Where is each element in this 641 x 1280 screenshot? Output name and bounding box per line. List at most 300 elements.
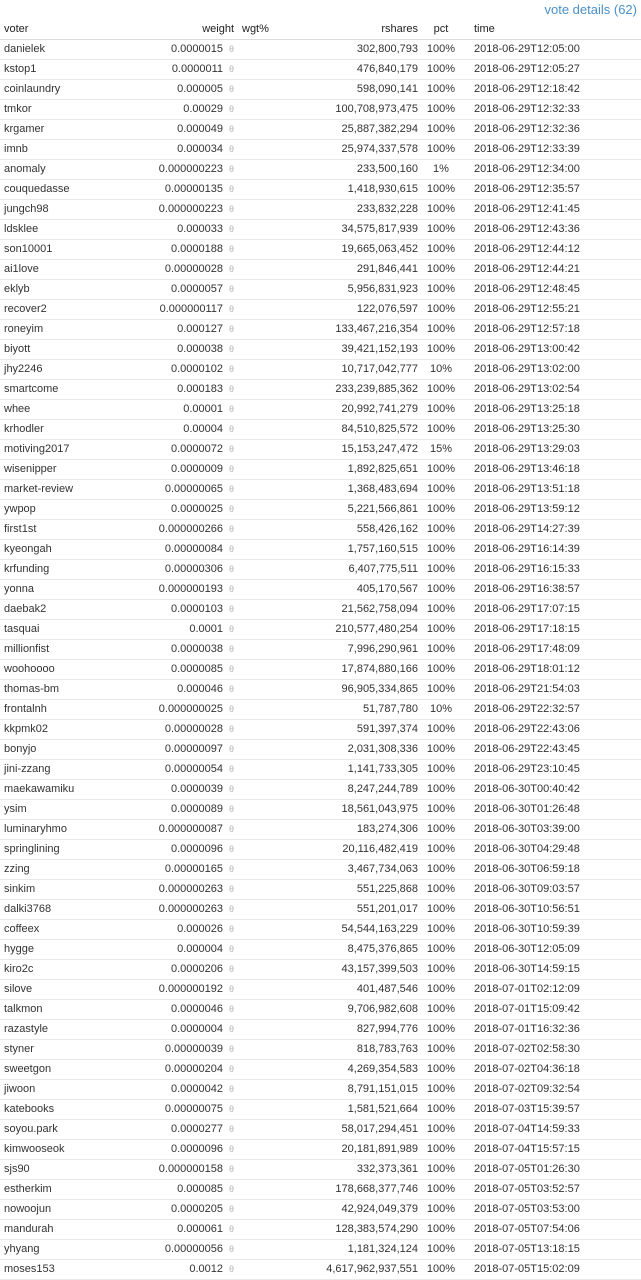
pct-value: 100% [420,280,462,300]
weight-value: 0.000000263 [158,903,223,915]
voter-name[interactable]: daebak2 [0,600,126,620]
voter-name[interactable]: jungch98 [0,200,126,220]
voter-name[interactable]: ai1love [0,260,126,280]
table-row [0,620,641,640]
wgt-percent-value [236,300,296,320]
weight-value: 0.0000042 [171,1083,223,1095]
weight-value: 0.000000223 [158,203,223,215]
voter-name[interactable]: anomaly [0,160,126,180]
table-row [0,120,641,140]
time-value: 2018-06-30T00:40:42 [462,780,641,800]
theta-icon: θ [228,944,234,954]
wgt-percent-value [236,200,296,220]
weight-value: 0.000000087 [158,823,223,835]
rshares-value: 122,076,597 [296,300,420,320]
voter-name[interactable]: market-review [0,480,126,500]
weight-cell [126,660,236,680]
rshares-value: 21,562,758,094 [296,600,420,620]
time-value: 2018-06-30T10:59:39 [462,920,641,940]
weight-value: 0.000038 [177,343,223,355]
weight-cell [126,1220,236,1240]
voter-name[interactable]: frontalnh [0,700,126,720]
voter-name[interactable]: estherkim [0,1180,126,1200]
theta-icon: θ [228,544,234,554]
table-row [0,1200,641,1220]
time-value: 2018-06-29T18:01:12 [462,660,641,680]
pct-value: 100% [420,220,462,240]
table-row [0,1240,641,1260]
wgt-percent-value [236,340,296,360]
time-value: 2018-06-29T12:32:36 [462,120,641,140]
wgt-percent-value [236,1200,296,1220]
voter-name[interactable]: zzing [0,860,126,880]
weight-cell [126,200,236,220]
wgt-percent-value [236,100,296,120]
voter-name[interactable]: soyou.park [0,1120,126,1140]
weight-value: 0.00004 [183,423,223,435]
time-value: 2018-06-29T12:32:33 [462,100,641,120]
table-row [0,680,641,700]
time-value: 2018-07-04T14:59:33 [462,1120,641,1140]
weight-cell [126,40,236,60]
weight-cell [126,860,236,880]
voter-name[interactable]: tasquai [0,620,126,640]
voter-name[interactable]: talkmon [0,1000,126,1020]
weight-value: 0.000046 [177,683,223,695]
table-row [0,1060,641,1080]
wgt-percent-value [236,780,296,800]
theta-icon: θ [228,324,234,334]
table-row [0,900,641,920]
column-header-wgt-percent[interactable]: wgt% [236,20,296,40]
weight-cell [126,760,236,780]
voter-name[interactable]: razastyle [0,1020,126,1040]
weight-cell [126,780,236,800]
rshares-value: 2,031,308,336 [296,740,420,760]
voter-name[interactable]: hygge [0,940,126,960]
table-row [0,500,641,520]
voter-name[interactable]: dalki3768 [0,900,126,920]
pct-value: 100% [420,60,462,80]
theta-icon: θ [228,1164,234,1174]
weight-cell [126,340,236,360]
wgt-percent-value [236,1180,296,1200]
time-value: 2018-06-29T17:48:09 [462,640,641,660]
voter-name[interactable]: whee [0,400,126,420]
theta-icon: θ [228,1224,234,1234]
rshares-value: 25,887,382,294 [296,120,420,140]
table-row [0,220,641,240]
rshares-value: 7,996,290,961 [296,640,420,660]
voter-name[interactable]: kkpmk02 [0,720,126,740]
weight-value: 0.000000193 [158,583,223,595]
time-value: 2018-06-29T12:18:42 [462,80,641,100]
table-row [0,320,641,340]
weight-value: 0.0000205 [171,1203,223,1215]
wgt-percent-value [236,440,296,460]
time-value: 2018-06-29T12:48:45 [462,280,641,300]
table-row [0,340,641,360]
table-row [0,60,641,80]
voter-name[interactable]: yhyang [0,1240,126,1260]
wgt-percent-value [236,180,296,200]
wgt-percent-value [236,620,296,640]
table-row [0,600,641,620]
weight-cell [126,720,236,740]
weight-value: 0.00000204 [164,1063,223,1075]
voter-name[interactable]: woohoooo [0,660,126,680]
time-value: 2018-06-30T04:29:48 [462,840,641,860]
voter-name[interactable]: maekawamiku [0,780,126,800]
theta-icon: θ [228,1024,234,1034]
voter-name[interactable]: krhodler [0,420,126,440]
pct-value: 100% [420,1140,462,1160]
table-row [0,580,641,600]
table-row [0,360,641,380]
wgt-percent-value [236,720,296,740]
pct-value: 100% [420,180,462,200]
voter-name[interactable]: luminaryhmo [0,820,126,840]
time-value: 2018-06-29T16:38:57 [462,580,641,600]
voter-name[interactable]: kimwooseok [0,1140,126,1160]
wgt-percent-value [236,1000,296,1020]
voter-name[interactable]: styner [0,1040,126,1060]
wgt-percent-value [236,1040,296,1060]
weight-cell [126,800,236,820]
time-value: 2018-07-02T02:58:30 [462,1040,641,1060]
theta-icon: θ [228,1264,234,1274]
time-value: 2018-06-29T17:18:15 [462,620,641,640]
rshares-value: 1,581,521,664 [296,1100,420,1120]
rshares-value: 58,017,294,451 [296,1120,420,1140]
table-row [0,160,641,180]
voter-name[interactable]: son10001 [0,240,126,260]
pct-value: 100% [420,1000,462,1020]
time-value: 2018-06-29T22:43:45 [462,740,641,760]
voter-name[interactable]: yonna [0,580,126,600]
wgt-percent-value [236,460,296,480]
weight-value: 0.000061 [177,1223,223,1235]
wgt-percent-value [236,1060,296,1080]
voter-name[interactable]: kiro2c [0,960,126,980]
pct-value: 100% [420,880,462,900]
table-row [0,300,641,320]
voter-name[interactable]: nowoojun [0,1200,126,1220]
voter-name[interactable]: katebooks [0,1100,126,1120]
weight-value: 0.0000103 [171,603,223,615]
votes-table [0,20,641,1280]
time-value: 2018-06-29T13:00:42 [462,340,641,360]
table-row [0,760,641,780]
theta-icon: θ [228,724,234,734]
pct-value: 100% [420,380,462,400]
voter-name[interactable]: sjs90 [0,1160,126,1180]
pct-value: 10% [420,360,462,380]
wgt-percent-value [236,1080,296,1100]
voter-name[interactable]: couquedasse [0,180,126,200]
rshares-value: 1,757,160,515 [296,540,420,560]
pct-value: 100% [420,1100,462,1120]
table-row [0,1160,641,1180]
theta-icon: θ [228,744,234,754]
wgt-percent-value [236,140,296,160]
voter-name[interactable]: kyeongah [0,540,126,560]
vote-details-link[interactable]: vote details (62) [544,2,637,17]
time-value: 2018-07-05T07:54:06 [462,1220,641,1240]
weight-value: 0.0000011 [171,63,223,75]
voter-name[interactable]: ldsklee [0,220,126,240]
table-row [0,800,641,820]
weight-value: 0.0000085 [171,663,223,675]
table-row [0,180,641,200]
wgt-percent-value [236,40,296,60]
theta-icon: θ [228,484,234,494]
voter-name[interactable]: smartcome [0,380,126,400]
rshares-value: 10,717,042,777 [296,360,420,380]
voter-name[interactable]: wisenipper [0,460,126,480]
theta-icon: θ [228,884,234,894]
weight-cell [126,1080,236,1100]
table-header-row [0,20,641,40]
wgt-percent-value [236,1020,296,1040]
wgt-percent-value [236,280,296,300]
rshares-value: 551,201,017 [296,900,420,920]
rshares-value: 8,475,376,865 [296,940,420,960]
rshares-value: 233,832,228 [296,200,420,220]
weight-cell [126,1100,236,1120]
rshares-value: 100,708,973,475 [296,100,420,120]
theta-icon: θ [228,384,234,394]
time-value: 2018-07-05T13:18:15 [462,1240,641,1260]
vote-details-header [0,0,641,20]
theta-icon: θ [228,504,234,514]
voter-name[interactable]: imnb [0,140,126,160]
time-value: 2018-06-29T12:43:36 [462,220,641,240]
theta-icon: θ [228,684,234,694]
wgt-percent-value [236,740,296,760]
time-value: 2018-06-29T13:51:18 [462,480,641,500]
pct-value: 15% [420,440,462,460]
rshares-value: 128,383,574,290 [296,1220,420,1240]
wgt-percent-value [236,580,296,600]
weight-value: 0.00000054 [164,763,223,775]
theta-icon: θ [228,804,234,814]
weight-value: 0.0000089 [171,803,223,815]
rshares-value: 42,924,049,379 [296,1200,420,1220]
theta-icon: θ [228,1184,234,1194]
wgt-percent-value [236,880,296,900]
weight-value: 0.00000065 [164,483,223,495]
weight-cell [126,440,236,460]
weight-cell [126,820,236,840]
table-row [0,1220,641,1240]
pct-value: 100% [420,480,462,500]
voter-name[interactable]: ysim [0,800,126,820]
wgt-percent-value [236,120,296,140]
pct-value: 100% [420,760,462,780]
weight-value: 0.00000084 [164,543,223,555]
pct-value: 100% [420,260,462,280]
weight-cell [126,700,236,720]
pct-value: 100% [420,540,462,560]
voter-name[interactable]: ywpop [0,500,126,520]
voter-name[interactable]: tmkor [0,100,126,120]
rshares-value: 183,274,306 [296,820,420,840]
wgt-percent-value [236,380,296,400]
rshares-value: 25,974,337,578 [296,140,420,160]
time-value: 2018-06-29T16:15:33 [462,560,641,580]
voter-name[interactable]: krfunding [0,560,126,580]
voter-name[interactable]: kstop1 [0,60,126,80]
time-value: 2018-07-01T16:32:36 [462,1020,641,1040]
table-row [0,200,641,220]
voter-name[interactable]: motiving2017 [0,440,126,460]
weight-value: 0.00000306 [164,563,223,575]
weight-value: 0.00000028 [164,263,223,275]
weight-value: 0.0000039 [171,783,223,795]
table-row [0,380,641,400]
weight-value: 0.000000263 [158,883,223,895]
voter-name[interactable]: jhy2246 [0,360,126,380]
theta-icon: θ [228,644,234,654]
time-value: 2018-06-29T22:32:57 [462,700,641,720]
voter-name[interactable]: biyott [0,340,126,360]
rshares-value: 210,577,480,254 [296,620,420,640]
weight-value: 0.00000028 [164,723,223,735]
rshares-value: 1,368,483,694 [296,480,420,500]
wgt-percent-value [236,960,296,980]
pct-value: 100% [420,600,462,620]
column-header-weight[interactable]: weight [126,20,236,40]
weight-cell [126,540,236,560]
time-value: 2018-06-29T21:54:03 [462,680,641,700]
wgt-percent-value [236,540,296,560]
rshares-value: 4,269,354,583 [296,1060,420,1080]
wgt-percent-value [236,240,296,260]
wgt-percent-value [236,1160,296,1180]
time-value: 2018-06-29T13:02:00 [462,360,641,380]
wgt-percent-value [236,660,296,680]
voter-name[interactable]: silove [0,980,126,1000]
table-row [0,1180,641,1200]
weight-cell [126,1020,236,1040]
rshares-value: 96,905,334,865 [296,680,420,700]
table-row [0,260,641,280]
time-value: 2018-06-30T03:39:00 [462,820,641,840]
rshares-value: 591,397,374 [296,720,420,740]
table-row [0,840,641,860]
rshares-value: 51,787,780 [296,700,420,720]
time-value: 2018-06-29T12:57:18 [462,320,641,340]
weight-cell [126,680,236,700]
voter-name[interactable]: mandurah [0,1220,126,1240]
time-value: 2018-07-03T15:39:57 [462,1100,641,1120]
voter-name[interactable]: eklyb [0,280,126,300]
time-value: 2018-06-30T14:59:15 [462,960,641,980]
rshares-value: 598,090,141 [296,80,420,100]
weight-cell [126,600,236,620]
table-row [0,880,641,900]
weight-value: 0.00000135 [164,183,223,195]
theta-icon: θ [228,584,234,594]
weight-value: 0.000049 [177,123,223,135]
theta-icon: θ [228,824,234,834]
pct-value: 100% [420,40,462,60]
theta-icon: θ [228,1064,234,1074]
column-header-pct[interactable]: pct [420,20,462,40]
voter-name[interactable]: bonyjo [0,740,126,760]
voter-name[interactable]: coffeex [0,920,126,940]
voter-name[interactable]: recover2 [0,300,126,320]
time-value: 2018-07-02T04:36:18 [462,1060,641,1080]
table-row [0,660,641,680]
rshares-value: 20,116,482,419 [296,840,420,860]
pct-value: 100% [420,520,462,540]
column-header-rshares[interactable]: rshares [296,20,420,40]
wgt-percent-value [236,760,296,780]
weight-value: 0.000000025 [158,703,223,715]
voter-name[interactable]: millionfist [0,640,126,660]
time-value: 2018-06-29T13:25:18 [462,400,641,420]
weight-cell [126,420,236,440]
time-value: 2018-06-29T22:43:06 [462,720,641,740]
voter-name[interactable]: danielek [0,40,126,60]
weight-cell [126,360,236,380]
rshares-value: 19,665,063,452 [296,240,420,260]
weight-cell [126,880,236,900]
pct-value: 100% [420,140,462,160]
time-value: 2018-07-01T15:09:42 [462,1000,641,1020]
theta-icon: θ [228,64,234,74]
time-value: 2018-06-30T09:03:57 [462,880,641,900]
voter-name[interactable]: first1st [0,520,126,540]
theta-icon: θ [228,84,234,94]
voter-name[interactable]: sinkim [0,880,126,900]
weight-cell [126,380,236,400]
voter-name[interactable]: krgamer [0,120,126,140]
voter-name[interactable]: coinlaundry [0,80,126,100]
voter-name[interactable]: jiwoon [0,1080,126,1100]
theta-icon: θ [228,624,234,634]
weight-cell [126,640,236,660]
time-value: 2018-06-29T12:41:45 [462,200,641,220]
pct-value: 100% [420,660,462,680]
table-row [0,280,641,300]
column-header-time[interactable]: time [462,20,641,40]
theta-icon: θ [228,444,234,454]
voter-name[interactable]: roneyim [0,320,126,340]
theta-icon: θ [228,204,234,214]
table-row [0,480,641,500]
column-header-voter[interactable]: voter [0,20,126,40]
voter-name[interactable]: sweetgon [0,1060,126,1080]
table-row [0,40,641,60]
time-value: 2018-06-30T12:05:09 [462,940,641,960]
weight-cell [126,100,236,120]
table-row [0,420,641,440]
voter-name[interactable]: moses153 [0,1260,126,1280]
table-row [0,1100,641,1120]
weight-cell [126,240,236,260]
rshares-value: 9,706,982,608 [296,1000,420,1020]
voter-name[interactable]: jini-zzang [0,760,126,780]
pct-value: 100% [420,340,462,360]
voter-name[interactable]: springlining [0,840,126,860]
weight-value: 0.0000046 [171,1003,223,1015]
time-value: 2018-07-05T03:53:00 [462,1200,641,1220]
rshares-value: 1,892,825,651 [296,460,420,480]
voter-name[interactable]: thomas-bm [0,680,126,700]
